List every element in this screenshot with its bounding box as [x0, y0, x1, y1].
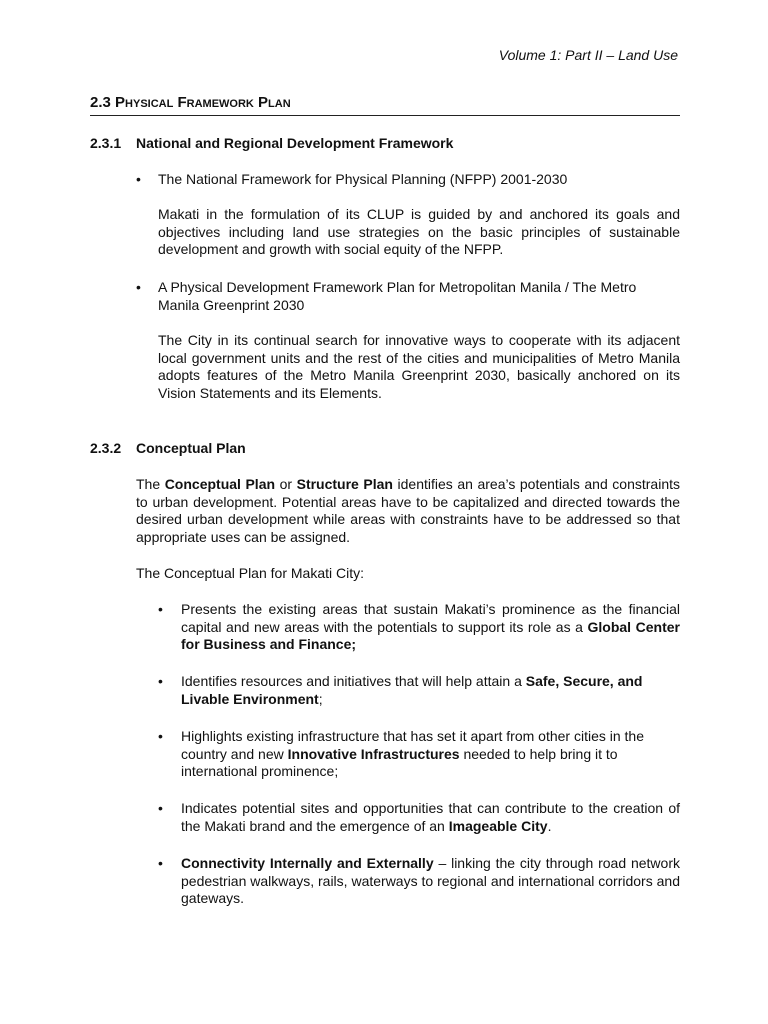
intro-paragraph: [136, 476, 680, 546]
bullet-icon: •: [158, 728, 163, 744]
subsection-heading-232: [90, 439, 246, 457]
section-title: Physical Framework Plan: [115, 94, 291, 111]
text-run: .: [547, 817, 552, 834]
subsection-title: Conceptual Plan: [136, 440, 246, 456]
bold-term: Global Center for Business and Finance;: [181, 618, 680, 652]
bold-term: Safe, Secure, and Livable Environment: [181, 673, 643, 707]
text-run: The: [136, 476, 165, 492]
running-header: Volume 1: Part II – Land Use: [498, 47, 678, 63]
bullet-icon: •: [158, 601, 163, 617]
text-run: Presents the existing areas that sustain Makati’s prominence as the financial capital and new areas with the potentials to support its role as a: [181, 601, 680, 635]
subsection-heading-231: [90, 134, 453, 152]
text-run: Indicates potential sites and opportunities that can contribute to the creation of the Makati brand and the emergence of an: [181, 800, 680, 834]
subsection-number: 2.3.1: [90, 135, 122, 151]
bold-term: Innovative Infrastructures: [287, 745, 460, 762]
bold-term: Imageable City: [448, 817, 548, 834]
bullet-icon: •: [136, 279, 141, 295]
text-run: needed to help bring it to international prominence;: [181, 745, 618, 779]
list-item: [181, 728, 680, 781]
subsection-title: National and Regional Development Framework: [136, 135, 454, 151]
bullet-heading: The National Framework for Physical Planning (NFPP) 2001-2030: [158, 171, 568, 187]
bold-term: Connectivity Internally and Externally: [181, 855, 434, 871]
text-run: identifies an area’s potentials and constraints to urban development. Potential areas have to be capitalized and directed towards the desired urban development while areas with constraints have to be addressed so that appropriate uses can be assigned.: [136, 476, 680, 545]
bullet-heading: A Physical Development Framework Plan for Metropolitan Manila / The Metro Manila Greenprint 2030: [158, 279, 637, 313]
section-number: 2.3: [90, 94, 111, 111]
text-run: ;: [318, 690, 323, 707]
lead-paragraph: The Conceptual Plan for Makati City:: [136, 565, 364, 581]
bold-term: Conceptual Plan: [164, 476, 276, 492]
list-item: [181, 800, 680, 835]
text-run: or: [275, 476, 297, 492]
bullet-icon: •: [158, 673, 163, 689]
subsection-number: 2.3.2: [90, 440, 122, 456]
text-run: Identifies resources and initiatives that will help attain a: [181, 673, 526, 689]
bullet-icon: •: [158, 800, 163, 816]
bullet-icon: •: [158, 855, 163, 871]
paragraph: The City in its continual search for innovative ways to cooperate with its adjacent local government units and the rest of the cities and municipalities of Metro Manila adopts features of the Metro Manila Greenprint 2030, basically anchored on its Vision Statements and its Elements.: [158, 332, 680, 401]
text-run: Highlights existing infrastructure that has set it apart from other cities in the country and new: [181, 728, 644, 762]
list-item: [181, 673, 680, 708]
list-item: [181, 855, 680, 908]
paragraph: Makati in the formulation of its CLUP is guided by and anchored its goals and objectives including land use strategies on the basic principles of sustainable development and growth with social equity of the NFPP.: [158, 206, 680, 257]
bullet-icon: •: [136, 171, 141, 187]
list-item: [181, 601, 680, 654]
text-run: – linking the city through road network pedestrian walkways, rails, waterways to regional and international corridors and gateways.: [181, 855, 680, 906]
bold-term: Structure Plan: [296, 476, 393, 492]
section-heading: [90, 94, 680, 116]
